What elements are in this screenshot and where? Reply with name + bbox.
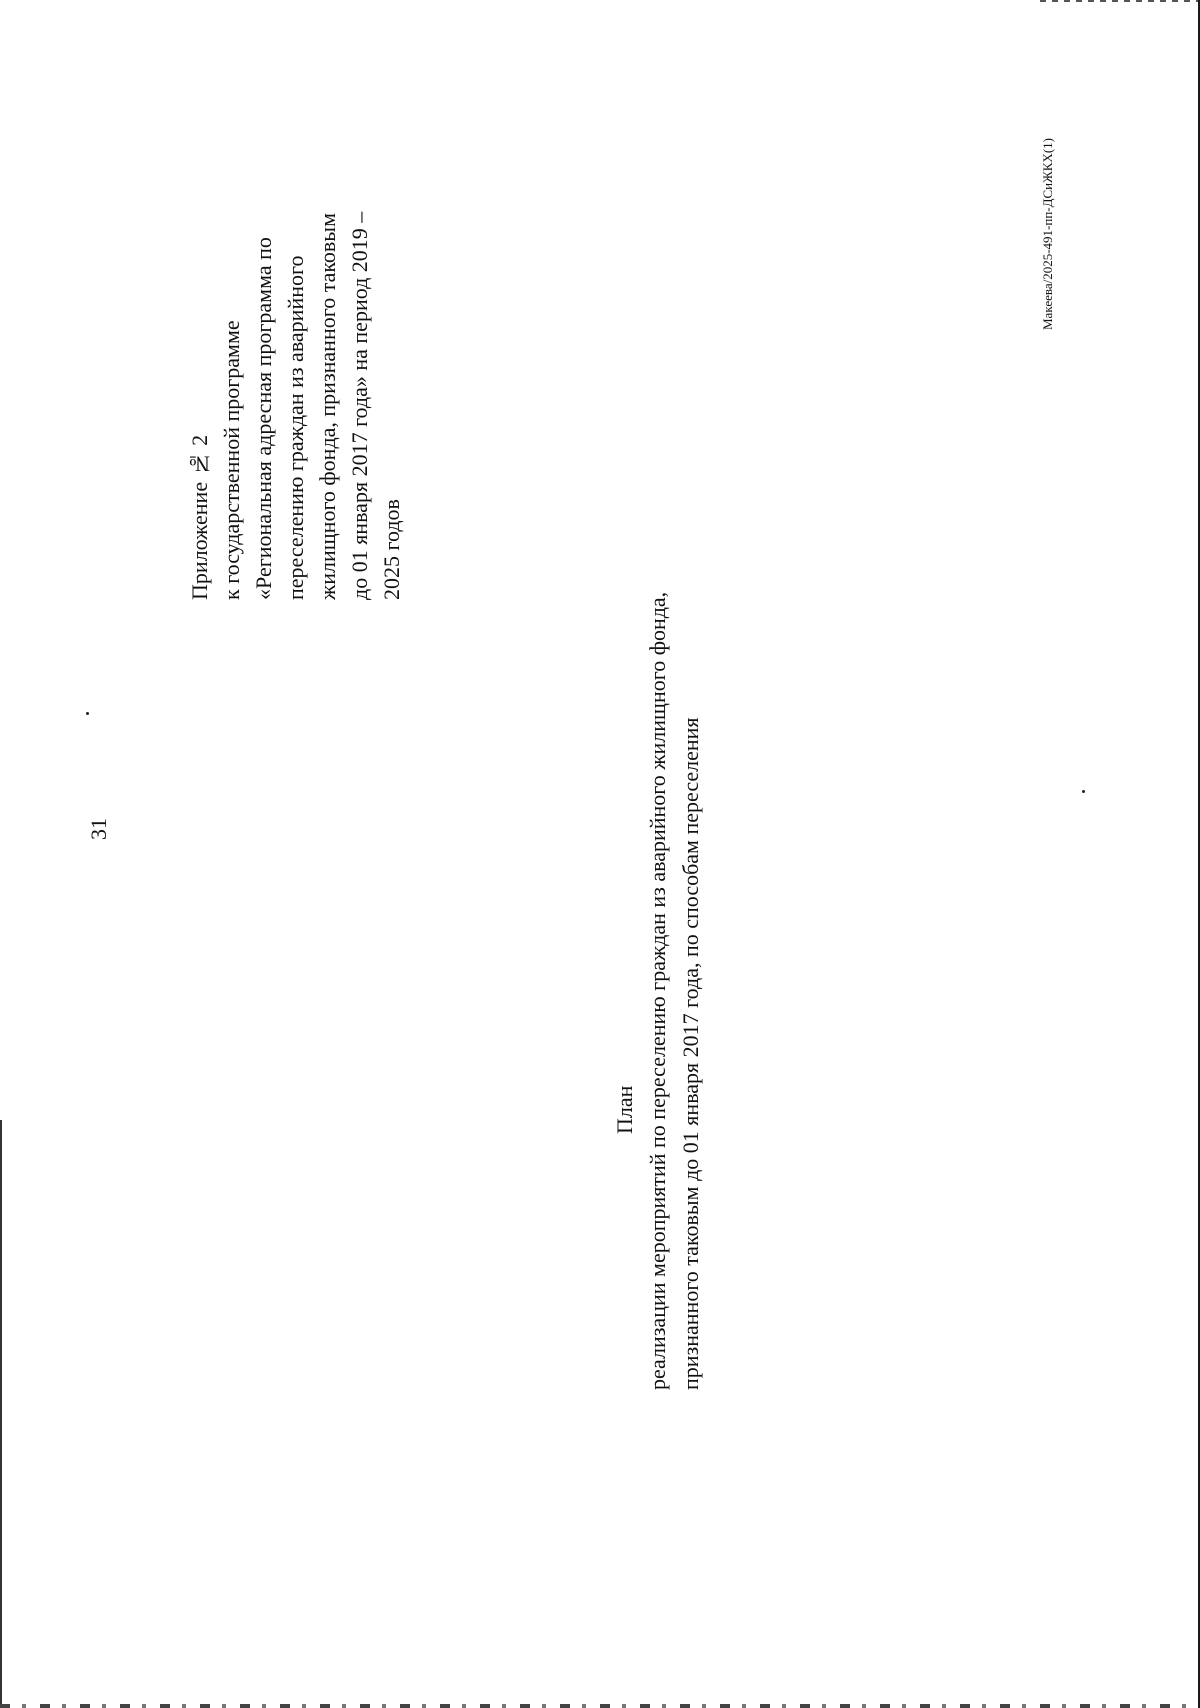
- plan-subtitle-line: реализации мероприятий по переселению граждан из аварийного жилищного фонда,: [645, 591, 670, 1390]
- appendix-line: к государственной программе: [219, 320, 244, 600]
- appendix-line: Приложение № 2: [187, 434, 212, 600]
- plan-subtitle-line: признанного таковым до 01 января 2017 года, по способам переселения: [678, 717, 703, 1390]
- appendix-line: 2025 годов: [379, 499, 404, 600]
- scan-speck: [86, 712, 89, 715]
- appendix-line: до 01 января 2017 года» на период 2019 –: [347, 211, 372, 600]
- document-code: Макеева/2025-491-пп-ДСиЖКХ(1): [1040, 138, 1055, 330]
- page-number: 31: [86, 818, 111, 840]
- appendix-line: жилищного фонда, признанного таковым: [315, 212, 340, 600]
- appendix-line: «Региональная адресная программа по: [251, 237, 276, 600]
- scan-edge-bottom: [0, 1704, 1200, 1708]
- appendix-header: [184, 70, 408, 600]
- plan-title-block: [608, 591, 707, 1390]
- scan-speck: [1082, 790, 1085, 793]
- plan-heading: План: [612, 1085, 637, 1135]
- scan-edge-left: [0, 1120, 2, 1708]
- appendix-line: переселению граждан из аварийного: [283, 255, 308, 600]
- scan-edge-top: [1040, 0, 1200, 2]
